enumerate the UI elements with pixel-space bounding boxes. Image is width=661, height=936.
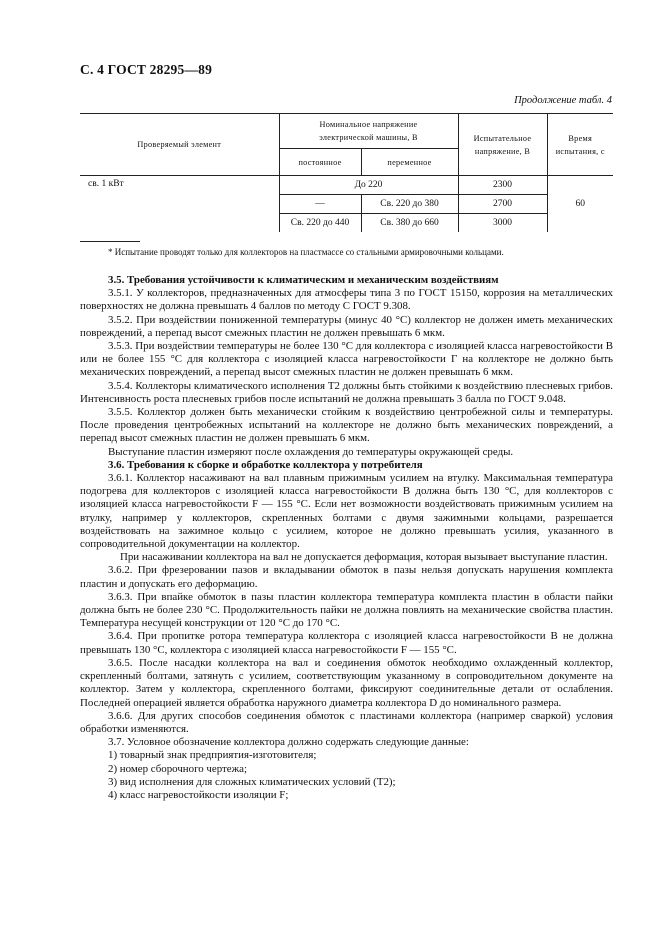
- paragraph: 3.6.6. Для других способов соединения обмоток с пластинами коллектора (например сваркой) условия обработки изменяются.: [80, 709, 613, 735]
- header-element: Проверяемый элемент: [80, 114, 279, 176]
- paragraph: 3.5.4. Коллекторы климатического исполнения Т2 должны быть стойкими к воздействию плесневых грибов. Интенсивность роста плесневых грибов после испытаний не должна превышать 3 балла по ГОСТ 9.048.: [80, 379, 613, 405]
- paragraph: 3.5.2. При воздействии пониженной температуры (минус 40 °С) коллектор не должен иметь механических повреждений, а перепад высот смежных пластин не должен превышать 6 мкм.: [80, 313, 613, 339]
- cell-r1-test: 2300: [458, 176, 547, 195]
- header-test-voltage: Испытательное напряжение, В: [458, 114, 547, 176]
- header-const: постоянное: [279, 149, 361, 176]
- footnote: * Испытание проводят только для коллекторов на пластмассе со стальными армировочными кольцами.: [108, 247, 504, 257]
- row-label: св. 1 кВт: [80, 176, 279, 233]
- cell-r2-test: 2700: [458, 195, 547, 214]
- paragraph: 3.6.4. При пропитке ротора температура коллектора с изоляцией класса нагревостойкости В не должна превышать 130 °С, коллектора с изоляцией класса нагревостойкости F — 155 °С.: [80, 630, 613, 656]
- paragraph: 2) номер сборочного чертежа;: [108, 762, 248, 775]
- cell-r3-test: 3000: [458, 214, 547, 233]
- body-text: [80, 274, 613, 802]
- cell-r3-var: Св. 380 до 660: [361, 214, 458, 233]
- cell-r1-merged: До 220: [279, 176, 458, 195]
- paragraph: 3) вид исполнения для сложных климатических условий (Т2);: [108, 775, 396, 788]
- header-test-time: Время испытания, с: [547, 114, 613, 176]
- header-var: переменное: [361, 149, 458, 176]
- paragraph: 3.7. Условное обозначение коллектора должно содержать следующие данные:: [108, 736, 469, 749]
- paragraph: При насаживании коллектора на вал не допускается деформация, которая вызывает выступание пластин.: [120, 551, 608, 564]
- page-header: С. 4 ГОСТ 28295—89: [80, 62, 213, 77]
- cell-time: 60: [575, 198, 585, 209]
- cell-r3-const: Св. 220 до 440: [279, 214, 361, 233]
- paragraph: 1) товарный знак предприятия-изготовителя;: [108, 749, 317, 762]
- paragraph: 3.5.3. При воздействии температуры не более 130 °С для коллектора с изоляцией класса нагревостойкости В или не более 155 °С для коллектора с изоляцией класса нагревостойкости Г на коллекторе не должно быть механических повреждений, а перепад высот смежных пластин не должен превышать 6 мкм.: [80, 340, 613, 379]
- paragraph: 3.5.5. Коллектор должен быть механически стойким к воздействию центробежной силы и температуры. После проведения центробежных испытаний на коллекторе не должно быть механических повреждений, а перепад высот смежных пластин не должен превышать 6 мкм.: [80, 406, 613, 445]
- section-heading: 3.5. Требования устойчивости к климатическим и механическим воздействиям: [108, 274, 499, 286]
- paragraph: 3.5.1. У коллекторов, предназначенных для атмосферы типа 3 по ГОСТ 15150, коррозия на металлических поверхностях не должна превышать 4 баллов по методу С ГОСТ 9.308.: [80, 287, 613, 313]
- test-voltage-table: [80, 113, 613, 232]
- paragraph: 3.6.2. При фрезеровании пазов и вкладывании обмоток в пазы нельзя допускать нарушения комплекта пластин и допускать его деформацию.: [80, 564, 613, 590]
- paragraph: Выступание пластин измеряют после охлаждения до температуры окружающей среды.: [108, 445, 514, 458]
- paragraph: 3.6.5. После насадки коллектора на вал и соединения обмоток необходимо охлажденный коллектор, скрепленный болтами, затянуть с усилием, соответствующим указанному в сопроводительном документе на коллектор. Затем у коллектора, скрепленного болтами, фиксируют соединительные детали от ослабления. Последней операцией является обработка наружного диаметра коллектора D до номинального размера.: [80, 656, 613, 709]
- cell-r2-const: —: [279, 195, 361, 214]
- paragraph: 3.6.1. Коллектор насаживают на вал плавным прижимным усилием на втулку. Максимальная температура подогрева для коллекторов с изоляцией класса нагревостойкости В должна быть 130 °С, для коллекторов с изоляцией класса нагревостойкости F — 155 °С. Если нет возможности воздействовать прижимным усилием на втулку, например у коллекторов, скрепленных болтами с двумя зажимными кольцами, разрешается воздействовать на зажимное кольцо с усилием, которое не должно превышать усилия, указанного в сопроводительной документации на коллектор.: [80, 472, 613, 551]
- paragraph: 3.6.3. При впайке обмоток в пазы пластин коллектора температура комплекта пластин в области пайки должна быть не более 230 °С. Продолжительность пайки не должна повлиять на механические свойства пластин. Температура несущей конструкции от 120 °С до 170 °С.: [80, 590, 613, 630]
- header-nominal: Номинальное напряжение электрической машины, В: [279, 114, 458, 149]
- section-heading: 3.6. Требования к сборке и обработке коллектора у потребителя: [108, 458, 423, 471]
- paragraph: 4) класс нагревостойкости изоляции F;: [108, 788, 289, 801]
- cell-r2-var: Св. 220 до 380: [361, 195, 458, 214]
- table-continuation-label: Продолжение табл. 4: [514, 95, 612, 106]
- footnote-divider: [80, 241, 140, 242]
